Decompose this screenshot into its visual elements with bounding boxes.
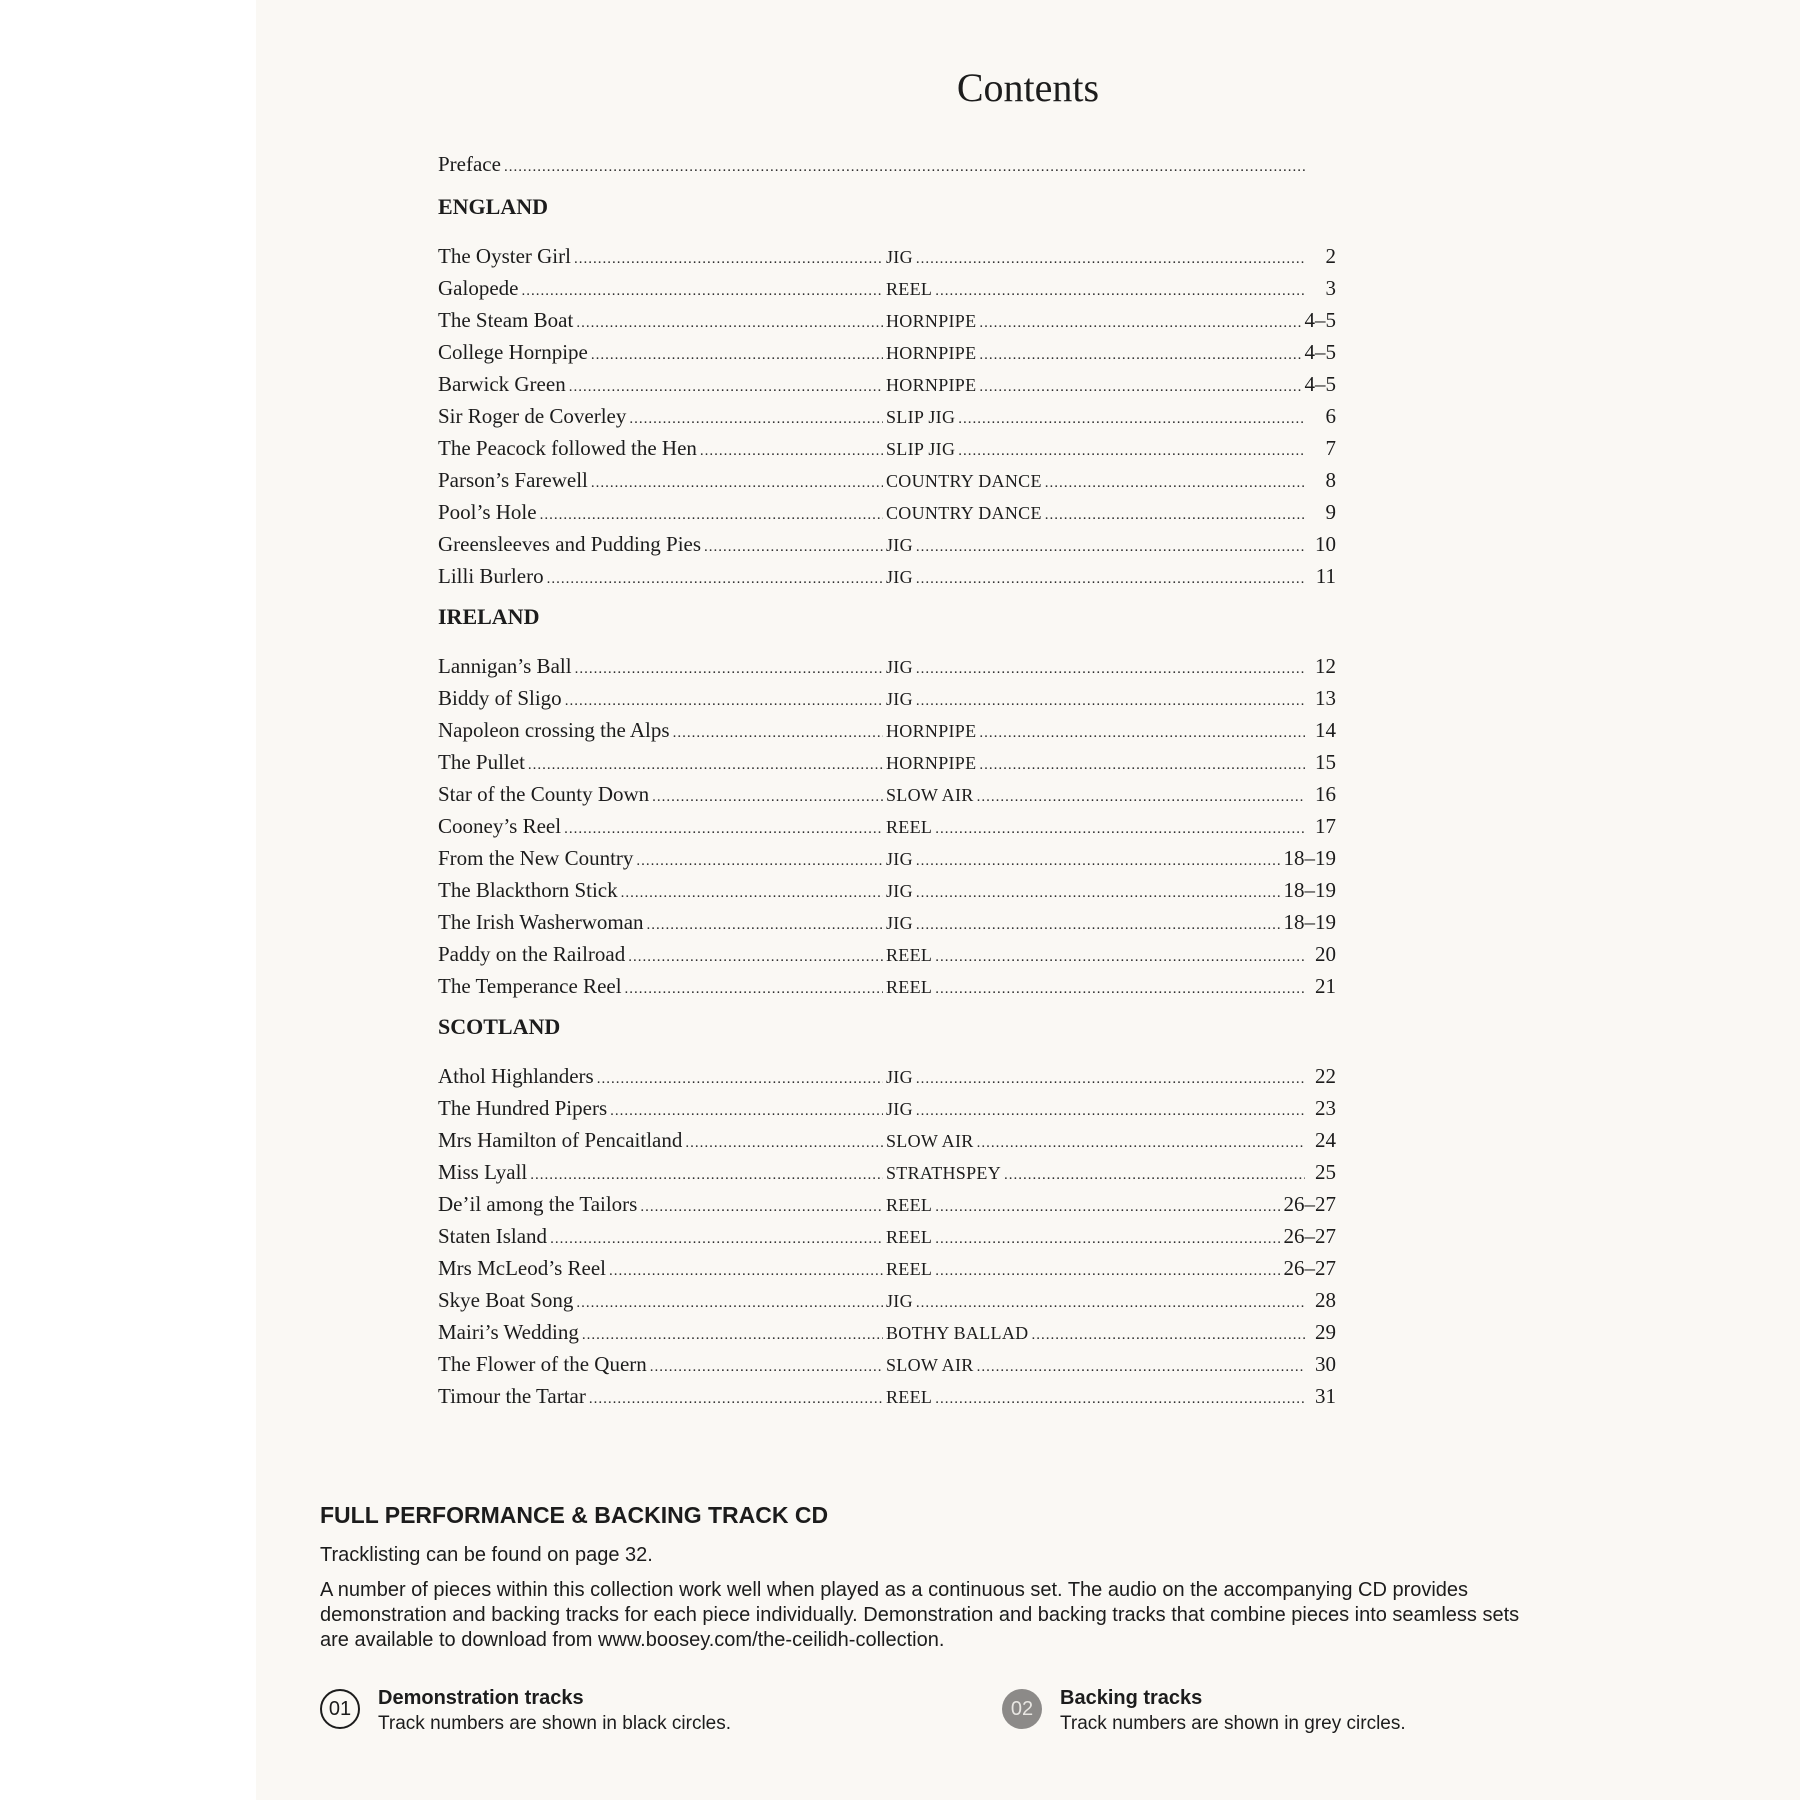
toc-entry-type: JIG [886,913,913,933]
dot-leader [916,1063,1305,1095]
toc-sections [438,192,1336,1412]
dot-leader [979,339,1301,371]
toc-entry [438,650,1336,682]
toc-entry-title: The Steam Boat [438,308,574,332]
toc-entry-type: REEL [886,1227,933,1247]
toc-entry-piece [438,778,886,813]
dot-leader [979,371,1301,403]
toc-entry-page: 4–5 [1304,340,1336,364]
toc-entry [438,1188,1336,1220]
toc-entry-page: 26–27 [1283,1192,1336,1216]
toc-entry [438,906,1336,938]
toc-entry-piece [438,560,886,595]
dot-leader [597,1063,883,1095]
dot-leader [916,877,1281,909]
dot-leader [576,1287,883,1319]
toc-entry-piece [438,682,886,717]
dot-leader [550,1223,883,1255]
dot-leader [977,781,1305,813]
toc-entry-page: 29 [1315,1320,1336,1344]
toc-entry-type: REEL [886,817,933,837]
dot-leader [530,1159,883,1191]
toc-entry-piece [438,970,886,1005]
toc-entry-title: De’il among the Tailors [438,1192,638,1216]
toc-entry-title: Galopede [438,276,519,300]
toc-entry-title: The Irish Washerwoman [438,910,644,934]
toc-entry-title: Biddy of Sligo [438,686,562,710]
toc-entry-piece [438,368,886,403]
dot-leader [1004,1159,1305,1191]
preface-label: Preface [438,152,501,176]
dot-leader [591,467,883,499]
dot-leader [652,781,883,813]
toc-entry-page: 8 [1325,468,1336,492]
dot-leader [540,499,883,531]
dot-leader [958,435,1305,467]
toc-entry [438,1092,1336,1124]
legend-backing [1002,1685,1406,1737]
dot-leader [621,877,883,909]
toc-entry [438,1220,1336,1252]
dot-leader [979,717,1305,749]
toc-entry-piece [438,272,886,307]
toc-entry-piece [438,1092,886,1127]
toc-entry-piece [438,906,886,941]
toc-entry [438,842,1336,874]
toc-entry [438,1348,1336,1380]
toc-entry-piece [438,650,886,685]
toc-entry-page: 17 [1315,814,1336,838]
dot-leader [569,371,883,403]
toc-entry-title: Star of the County Down [438,782,650,806]
toc-entry-title: The Peacock followed the Hen [438,436,697,460]
toc-entry-type: HORNPIPE [886,343,977,363]
toc-entry-page: 25 [1315,1160,1336,1184]
toc-entry-piece [438,938,886,973]
toc-entry-page: 13 [1315,686,1336,710]
toc-entry-page: 28 [1315,1288,1336,1312]
toc-entry-type: JIG [886,567,913,587]
dot-leader [1045,467,1305,499]
toc-entry [438,304,1336,336]
dot-leader [629,403,883,435]
toc-entry-title: From the New Country [438,846,634,870]
toc-entry-piece [438,1380,886,1415]
dot-leader [685,1127,883,1159]
toc-entry-page: 18–19 [1283,910,1336,934]
toc-entry-page: 26–27 [1283,1256,1336,1280]
grey-circle-icon: 02 [1002,1689,1042,1729]
toc-entry-piece [438,1252,886,1287]
toc-entry [438,336,1336,368]
toc-entry-piece [438,1316,886,1351]
toc-entry-title: Timour the Tartar [438,1384,586,1408]
toc-entry-piece [438,842,886,877]
toc-entry [438,1380,1336,1412]
toc-entry-piece [438,1060,886,1095]
dot-leader [609,1255,883,1287]
black-circle-icon: 01 [320,1689,360,1729]
dot-leader [574,243,883,275]
toc-entry-page: 3 [1325,276,1336,300]
table-of-contents [438,148,1336,1412]
toc-entry-type: JIG [886,1067,913,1087]
toc-entry-page: 10 [1315,532,1336,556]
toc-entry-title: The Blackthorn Stick [438,878,618,902]
toc-entry-page: 31 [1315,1384,1336,1408]
toc-entry-title: The Oyster Girl [438,244,571,268]
toc-entry-page: 12 [1315,654,1336,678]
toc-entry-piece [438,240,886,275]
cd-tracklisting-note: Tracklisting can be found on page 32. [320,1544,653,1566]
toc-entry [438,970,1336,1002]
toc-entry [438,272,1336,304]
toc-entry-piece [438,496,886,531]
toc-entry-type: JIG [886,881,913,901]
toc-entry-piece [438,746,886,781]
toc-entry-type: REEL [886,1387,933,1407]
toc-entry-title: Napoleon crossing the Alps [438,718,670,742]
toc-entry-page: 4–5 [1304,308,1336,332]
toc-entry [438,240,1336,272]
toc-entry [438,810,1336,842]
dot-leader [628,941,883,973]
toc-entry-preface [438,148,1336,180]
dot-leader [528,749,883,781]
toc-entry-type: REEL [886,279,933,299]
toc-entry [438,432,1336,464]
toc-entry-type: JIG [886,657,913,677]
toc-entry [438,1060,1336,1092]
toc-entry-piece [438,528,886,563]
toc-entry-title: The Pullet [438,750,525,774]
dot-leader [1045,499,1305,531]
dot-leader [916,653,1305,685]
toc-entry [438,560,1336,592]
toc-entry-type: COUNTRY DANCE [886,503,1042,523]
dot-leader [610,1095,883,1127]
toc-entry-title: The Temperance Reel [438,974,622,998]
toc-entry-type: JIG [886,689,913,709]
toc-entry-page: 24 [1315,1128,1336,1152]
dot-leader [979,749,1305,781]
dot-leader [704,531,883,563]
toc-entry-piece [438,1188,886,1223]
dot-leader [673,717,883,749]
toc-entry-title: Cooney’s Reel [438,814,562,838]
legend-demo-title: Demonstration tracks [378,1687,584,1709]
toc-entry-page: 22 [1315,1064,1336,1088]
toc-entry-type: SLIP JIG [886,407,956,427]
toc-entry [438,778,1336,810]
dot-leader [977,1127,1305,1159]
dot-leader [576,307,883,339]
dot-leader [636,845,883,877]
dot-leader [935,275,1305,307]
toc-entry-page: 16 [1315,782,1336,806]
dot-leader [504,151,1305,183]
toc-entry-piece [438,400,886,435]
toc-entry [438,496,1336,528]
toc-entry-title: College Hornpipe [438,340,588,364]
toc-entry-piece [438,304,886,339]
dot-leader [575,653,883,685]
dot-leader [521,275,883,307]
legend-backing-desc: Track numbers are shown in grey circles. [1060,1713,1406,1734]
dot-leader [916,1287,1305,1319]
cd-heading: FULL PERFORMANCE & BACKING TRACK CD [320,1502,829,1528]
toc-entry-page: 15 [1315,750,1336,774]
legend-demonstration [320,1685,731,1737]
section-heading: IRELAND [438,604,540,629]
toc-entry-type: HORNPIPE [886,375,977,395]
toc-entry-page: 2 [1325,244,1336,268]
cd-description: A number of pieces within this collection work well when played as a continuous set. The audio on the accompanying CD provides demonstration and backing tracks for each piece individually. Demonstration and backing tracks that combine pieces into seamless sets are available to download from www.boosey.com/the-ceilidh-collection. [320,1579,1520,1651]
dot-leader [547,563,883,595]
dot-leader [565,685,883,717]
toc-entry-title: Lannigan’s Ball [438,654,572,678]
toc-entry-piece [438,1124,886,1159]
dot-leader [564,813,883,845]
toc-entry [438,682,1336,714]
toc-entry-piece [438,1284,886,1319]
toc-entry-type: HORNPIPE [886,311,977,331]
dot-leader [977,1351,1305,1383]
toc-entry-page: 20 [1315,942,1336,966]
dot-leader [935,973,1305,1005]
toc-entry [438,464,1336,496]
toc-entry-page: 18–19 [1283,878,1336,902]
toc-entry-title: Greensleeves and Pudding Pies [438,532,702,556]
toc-entry-type: BOTHY BALLAD [886,1323,1029,1343]
toc-entry-page: 18–19 [1283,846,1336,870]
toc-entry-type: SLOW AIR [886,1131,974,1151]
dot-leader [916,845,1281,877]
contents-page [256,0,1800,1800]
toc-entry [438,746,1336,778]
dot-leader [582,1319,883,1351]
toc-entry-page: 26–27 [1283,1224,1336,1248]
dot-leader [591,339,883,371]
toc-entry-page: 9 [1325,500,1336,524]
toc-entry-piece [438,810,886,845]
toc-entry-type: HORNPIPE [886,753,977,773]
toc-entry-type: JIG [886,1099,913,1119]
toc-entry [438,874,1336,906]
toc-entry [438,400,1336,432]
legend-demo-desc: Track numbers are shown in black circles. [378,1713,732,1734]
dot-leader [935,1223,1280,1255]
toc-entry-page: 6 [1325,404,1336,428]
toc-entry-type: COUNTRY DANCE [886,471,1042,491]
toc-entry [438,938,1336,970]
section-heading: SCOTLAND [438,1014,561,1039]
toc-entry-page: 30 [1315,1352,1336,1376]
toc-entry-type: JIG [886,247,913,267]
toc-entry-type: REEL [886,945,933,965]
toc-entry [438,368,1336,400]
toc-entry-title: Lilli Burlero [438,564,544,588]
toc-entry [438,1156,1336,1188]
toc-entry-type: JIG [886,1291,913,1311]
dot-leader [935,1191,1280,1223]
toc-entry-title: Pool’s Hole [438,500,537,524]
dot-leader [916,531,1305,563]
toc-entry-type: SLOW AIR [886,1355,974,1375]
dot-leader [640,1191,883,1223]
cd-info [320,1502,1520,1663]
dot-leader [916,685,1305,717]
toc-entry-type: SLOW AIR [886,785,974,805]
toc-entry-title: Mrs McLeod’s Reel [438,1256,606,1280]
toc-entry-type: HORNPIPE [886,721,977,741]
dot-leader [916,909,1281,941]
toc-entry [438,1124,1336,1156]
toc-entry-type: JIG [886,849,913,869]
toc-entry-piece [438,1220,886,1255]
section-heading: ENGLAND [438,194,549,219]
dot-leader [935,813,1305,845]
toc-entry-piece [438,336,886,371]
toc-entry-type: REEL [886,1259,933,1279]
toc-entry-type: REEL [886,1195,933,1215]
toc-entry-type: STRATHSPEY [886,1163,1002,1183]
dot-leader [935,1255,1280,1287]
toc-entry-title: Miss Lyall [438,1160,528,1184]
toc-entry-title: Mrs Hamilton of Pencaitland [438,1128,683,1152]
dot-leader [700,435,883,467]
dot-leader [935,941,1305,973]
toc-entry-title: Paddy on the Railroad [438,942,626,966]
page-title: Contents [956,65,1100,110]
toc-entry-type: REEL [886,977,933,997]
toc-entry-title: Sir Roger de Coverley [438,404,627,428]
dot-leader [916,563,1305,595]
toc-entry-piece [438,464,886,499]
toc-entry-page: 11 [1315,564,1336,588]
toc-entry-piece [438,1348,886,1383]
dot-leader [916,1095,1305,1127]
toc-entry-type: SLIP JIG [886,439,956,459]
dot-leader [916,243,1305,275]
toc-entry-title: The Flower of the Quern [438,1352,647,1376]
toc-entry-piece [438,432,886,467]
dot-leader [1031,1319,1305,1351]
dot-leader [979,307,1301,339]
toc-entry-piece [438,874,886,909]
toc-entry-title: Parson’s Farewell [438,468,588,492]
dot-leader [935,1383,1305,1415]
toc-entry-title: Barwick Green [438,372,566,396]
dot-leader [958,403,1305,435]
toc-entry-title: The Hundred Pipers [438,1096,608,1120]
dot-leader [625,973,883,1005]
toc-entry-piece [438,1156,886,1191]
toc-entry-title: Mairi’s Wedding [438,1320,579,1344]
toc-entry-page: 23 [1315,1096,1336,1120]
toc-entry-page: 7 [1325,436,1336,460]
dot-leader [650,1351,883,1383]
toc-entry-title: Staten Island [438,1224,548,1248]
toc-entry [438,714,1336,746]
toc-entry-page: 21 [1315,974,1336,998]
toc-entry-page: 4–5 [1304,372,1336,396]
toc-entry-type: JIG [886,535,913,555]
toc-entry-piece [438,714,886,749]
toc-entry-page: 14 [1315,718,1336,742]
toc-entry-title: Athol Highlanders [438,1064,594,1088]
toc-entry [438,1252,1336,1284]
dot-leader [589,1383,883,1415]
toc-entry-title: Skye Boat Song [438,1288,574,1312]
toc-entry [438,1316,1336,1348]
legend-backing-title: Backing tracks [1060,1687,1203,1709]
dot-leader [647,909,883,941]
toc-entry [438,528,1336,560]
toc-entry [438,1284,1336,1316]
